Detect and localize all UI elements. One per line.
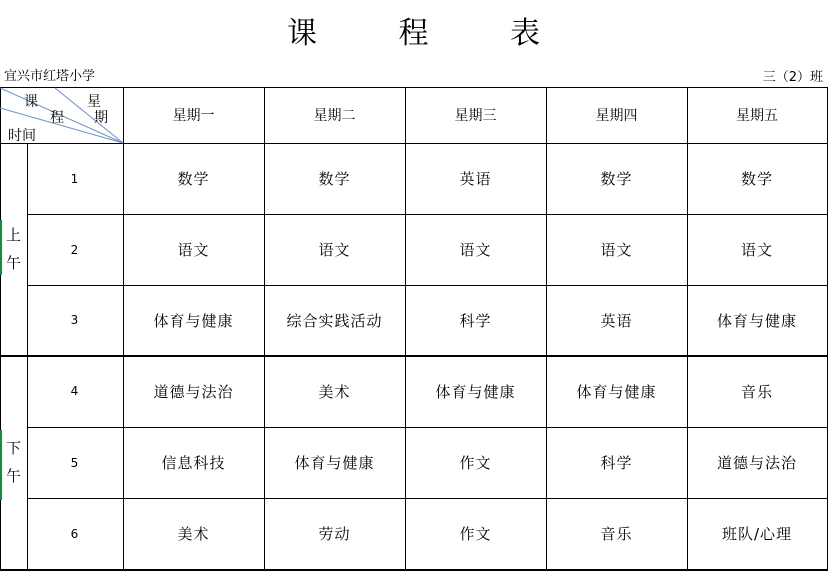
title-char: 程: [398, 16, 431, 51]
lesson-cell: 科学: [600, 454, 633, 472]
weekday-header: 星期一: [172, 108, 215, 124]
weekday-header: 星期二: [313, 108, 356, 124]
lesson-cell: 语文: [740, 241, 773, 259]
weekday-header: 星期四: [595, 108, 638, 124]
lesson-cell: 数学: [600, 170, 633, 188]
lesson-cell: 语文: [318, 241, 351, 259]
selection-marker: [0, 220, 2, 275]
lesson-number: 5: [70, 455, 80, 470]
period-label-char: 午: [5, 254, 21, 272]
corner-course-b: 程: [50, 110, 64, 126]
lesson-number: 2: [70, 242, 80, 257]
weekday-header: 星期五: [736, 108, 778, 124]
class-name: 三（2）班: [762, 70, 823, 85]
lesson-cell: 劳动: [318, 525, 351, 543]
period-label-char: 午: [5, 467, 21, 485]
lesson-cell: 音乐: [600, 525, 633, 543]
period-label-char: 下: [5, 439, 21, 457]
lesson-cell: 体育与健康: [294, 454, 375, 472]
corner-time: 时间: [8, 128, 36, 144]
corner-weekday-b: 期: [94, 110, 108, 126]
corner-weekday-a: 星: [87, 94, 101, 110]
lesson-cell: 数学: [740, 170, 773, 188]
lesson-cell: 音乐: [740, 382, 773, 401]
lesson-cell: 作文: [459, 525, 492, 543]
lesson-number: 3: [70, 313, 80, 327]
lesson-cell: 数学: [177, 170, 210, 188]
lesson-cell: 英语: [459, 170, 492, 188]
lesson-cell: 道德与法治: [716, 454, 797, 472]
lesson-cell: 班队/心理: [721, 525, 793, 543]
period-label-char: 上: [5, 226, 21, 244]
lesson-cell: 美术: [177, 525, 210, 543]
lesson-cell: 数学: [318, 170, 351, 188]
lesson-number: 1: [70, 171, 80, 186]
lesson-cell: 语文: [600, 241, 633, 259]
corner-course-a: 课: [24, 94, 38, 110]
lesson-number: 4: [70, 384, 80, 398]
lesson-cell: 体育与健康: [435, 382, 516, 401]
lesson-number: 6: [70, 526, 80, 541]
lesson-cell: 作文: [459, 454, 492, 472]
lesson-cell: 体育与健康: [153, 311, 234, 330]
weekday-header: 星期三: [454, 108, 497, 124]
lesson-cell: 体育与健康: [716, 311, 797, 330]
selection-marker: [0, 430, 2, 500]
lesson-cell: 道德与法治: [153, 382, 234, 401]
lesson-cell: 美术: [318, 382, 351, 401]
lesson-cell: 语文: [177, 241, 210, 259]
lesson-cell: 科学: [459, 311, 492, 330]
lesson-cell: 信息科技: [161, 454, 226, 472]
lesson-cell: 语文: [459, 241, 492, 259]
lesson-cell: 英语: [600, 311, 633, 330]
title-char: 表: [510, 16, 543, 51]
school-name: 宜兴市红塔小学: [4, 69, 96, 84]
title-char: 课: [286, 16, 319, 51]
lesson-cell: 综合实践活动: [286, 311, 383, 330]
lesson-cell: 体育与健康: [576, 382, 657, 401]
